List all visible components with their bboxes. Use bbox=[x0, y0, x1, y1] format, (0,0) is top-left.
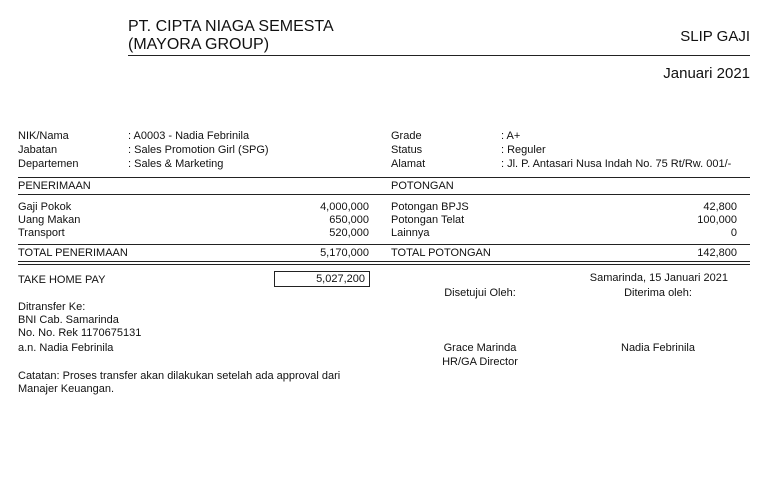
totals-bottom-line-2 bbox=[18, 264, 750, 265]
jabatan-label: Jabatan bbox=[18, 144, 58, 156]
deductions-item-amount: 100,000 bbox=[697, 214, 737, 226]
earnings-item-amount: 4,000,000 bbox=[320, 201, 369, 213]
receiver-name: Nadia Febrinila bbox=[621, 342, 695, 354]
earnings-item-label: Uang Makan bbox=[18, 214, 81, 226]
earnings-item-amount: 650,000 bbox=[329, 214, 369, 226]
approved-label: Disetujui Oleh: bbox=[444, 287, 516, 299]
transfer-line: Ditransfer Ke: bbox=[18, 301, 86, 313]
nik-value: : A0003 - Nadia Febrinila bbox=[128, 130, 250, 142]
dept-value: : Sales & Marketing bbox=[128, 158, 224, 170]
grade-value: : A+ bbox=[501, 130, 521, 142]
transfer-line: a.n. Nadia Febrinila bbox=[18, 342, 114, 354]
company-name-line1: PT. CIPTA NIAGA SEMESTA bbox=[128, 18, 334, 35]
deductions-total-amount: 142,800 bbox=[697, 247, 737, 259]
deductions-total-label: TOTAL POTONGAN bbox=[391, 247, 491, 259]
doc-title: SLIP GAJI bbox=[680, 28, 750, 45]
take-home-label: TAKE HOME PAY bbox=[18, 274, 106, 286]
nik-label: NIK/Nama bbox=[18, 130, 69, 142]
deductions-item-label: Lainnya bbox=[391, 227, 430, 239]
deductions-item-amount: 0 bbox=[730, 227, 737, 239]
section-header-line bbox=[18, 194, 750, 195]
earnings-header: PENERIMAAN bbox=[18, 180, 91, 192]
totals-top-line bbox=[18, 244, 750, 245]
take-home-amount-box: 5,027,200 bbox=[274, 271, 370, 287]
deductions-header: POTONGAN bbox=[391, 180, 454, 192]
transfer-line: BNI Cab. Samarinda bbox=[18, 314, 119, 326]
status-value: : Reguler bbox=[501, 144, 546, 156]
company-name-line2: (MAYORA GROUP) bbox=[128, 36, 270, 53]
earnings-item-label: Transport bbox=[18, 227, 65, 239]
earnings-total-label: TOTAL PENERIMAAN bbox=[18, 247, 128, 259]
earnings-item-amount: 520,000 bbox=[329, 227, 369, 239]
approver-title: HR/GA Director bbox=[442, 356, 518, 368]
grade-label: Grade bbox=[391, 130, 422, 142]
approver-name: Grace Marinda bbox=[443, 342, 517, 354]
header-divider bbox=[128, 55, 750, 56]
note-line: Manajer Keuangan. bbox=[18, 383, 115, 395]
alamat-value: : Jl. P. Antasari Nusa Indah No. 75 Rt/Rw. 001/- bbox=[501, 158, 732, 170]
note-line: Catatan: Proses transfer akan dilakukan setelah ada approval dari bbox=[18, 370, 341, 382]
transfer-line: No. No. Rek 1170675131 bbox=[18, 327, 142, 339]
deductions-item-amount: 42,800 bbox=[703, 201, 737, 213]
section-top-line bbox=[18, 177, 750, 178]
deductions-item-label: Potongan BPJS bbox=[391, 201, 469, 213]
status-label: Status bbox=[391, 144, 423, 156]
alamat-label: Alamat bbox=[391, 158, 426, 170]
deductions-item-label: Potongan Telat bbox=[391, 214, 465, 226]
jabatan-value: : Sales Promotion Girl (SPG) bbox=[128, 144, 269, 156]
earnings-item-label: Gaji Pokok bbox=[18, 201, 72, 213]
place-date: Samarinda, 15 Januari 2021 bbox=[589, 272, 728, 284]
totals-bottom-line-1 bbox=[18, 261, 750, 262]
dept-label: Departemen bbox=[18, 158, 79, 170]
earnings-total-amount: 5,170,000 bbox=[320, 247, 369, 259]
period: Januari 2021 bbox=[663, 65, 750, 82]
received-label: Diterima oleh: bbox=[624, 287, 692, 299]
